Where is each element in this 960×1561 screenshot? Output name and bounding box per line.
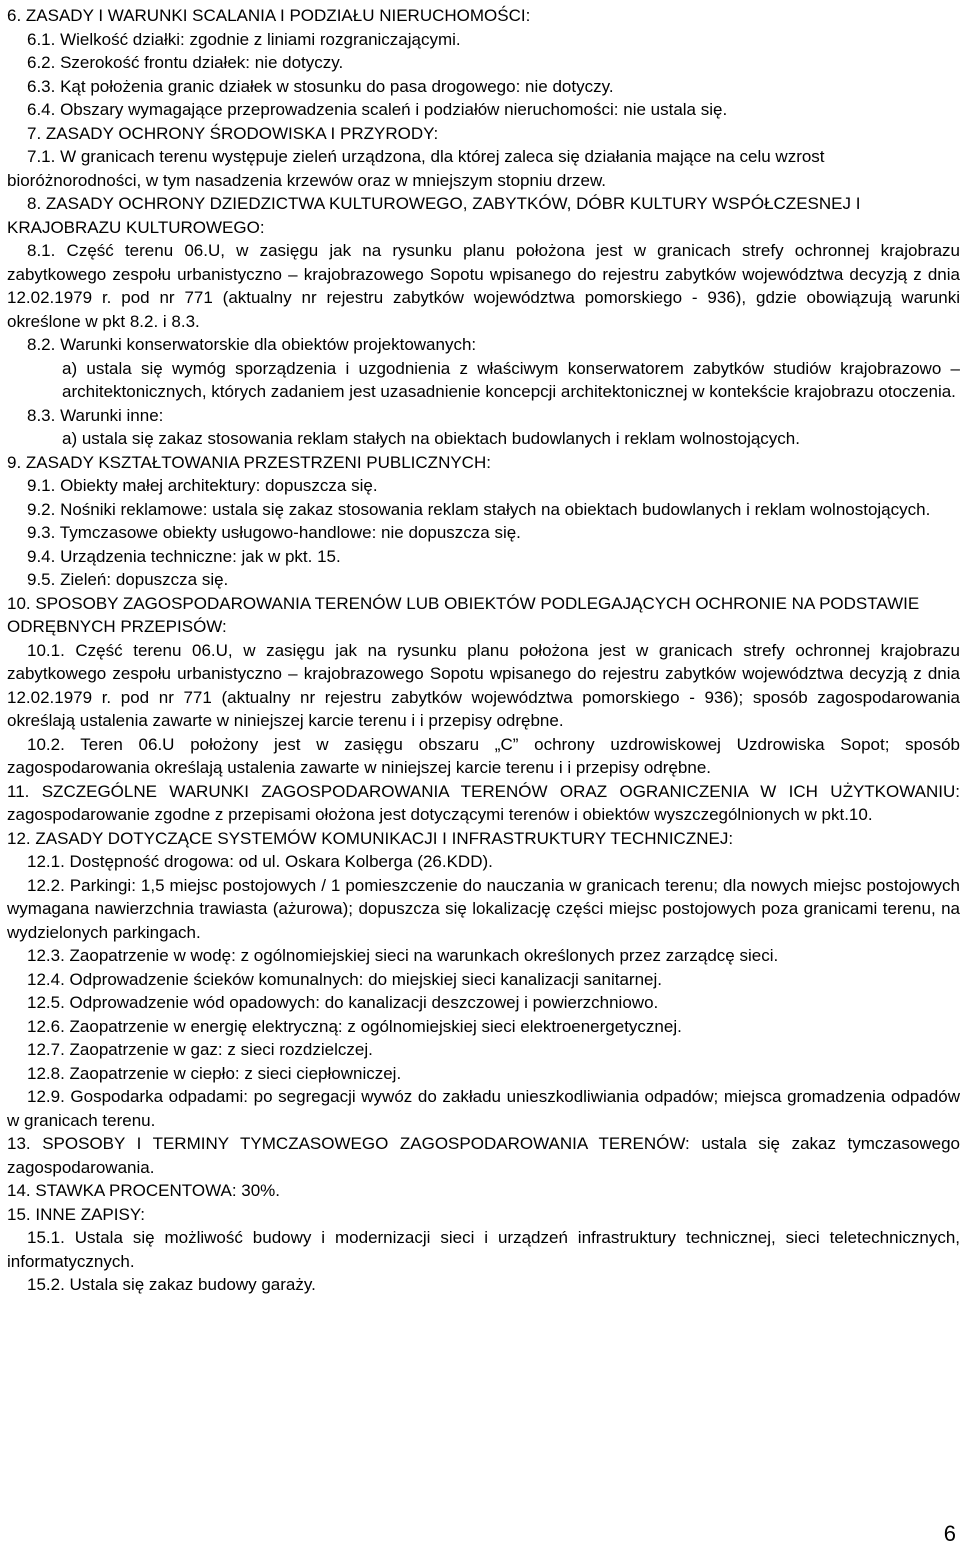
paragraph: a) ustala się zakaz stosowania reklam stałych na obiektach budowlanych i reklam wolnostojących. — [62, 429, 800, 448]
paragraph: 12.9. Gospodarka odpadami: po segregacji wywóz do zakładu unieszkodliwiania odpadów; miejsca gromadzenia odpadów w granicach terenu. — [7, 1087, 960, 1130]
paragraph: 15. INNE ZAPISY: — [7, 1204, 145, 1224]
paragraph: 6.2. Szerokość frontu działek: nie dotyczy. — [27, 53, 344, 72]
paragraph: a) ustala się wymóg sporządzenia i uzgodnienia z właściwym konserwatorem zabytków studiów krajobrazowo – architektonicznych, których zadaniem jest uzasadnienie koncepcji architektonicznej w kontekście krajobrazu otoczenia. — [62, 358, 960, 401]
paragraph: 9.3. Tymczasowe obiekty usługowo-handlowe: nie dopuszcza się. — [27, 523, 521, 542]
page-number: 6 — [943, 1521, 956, 1546]
paragraph: 9.1. Obiekty małej architektury: dopuszcza się. — [27, 476, 378, 495]
paragraph: 8.3. Warunki inne: — [27, 405, 164, 425]
paragraph: 7.1. W granicach terenu występuje zieleń urządzona, dla której zaleca się działania mające na celu wzrost bioróżnorodności, w tym nasadzenia krzewów oraz w mniejszym stopniu drzew. — [7, 147, 825, 190]
paragraph: 10.2. Teren 06.U położony jest w zasięgu obszaru „C” ochrony uzdrowiskowej Uzdrowiska Sopot; sposób zagospodarowania określają ustalenia zawarte w niniejszej karcie terenu i i przepisy odrębne. — [7, 734, 960, 777]
paragraph: 11. SZCZEGÓLNE WARUNKI ZAGOSPODAROWANIA TERENÓW ORAZ OGRANICZENIA W ICH UŻYTKOWANIU: zagospodarowanie zgodne z przepisami ołożona jest dotyczącymi terenów i obiektów wyszczególnionych w pkt.10. — [7, 781, 960, 824]
paragraph: 9.2. Nośniki reklamowe: ustala się zakaz stosowania reklam stałych na obiektach budowlanych i reklam wolnostojących. — [27, 499, 931, 519]
paragraph: 12. ZASADY DOTYCZĄCE SYSTEMÓW KOMUNIKACJI I INFRASTRUKTURY TECHNICZNEJ: — [7, 828, 734, 848]
paragraph: 8. ZASADY OCHRONY DZIEDZICTWA KULTUROWEGO, ZABYTKÓW, DÓBR KULTURY WSPÓŁCZESNEJ I KRAJOBRAZU KULTUROWEGO: — [7, 194, 861, 237]
paragraph: 6. ZASADY I WARUNKI SCALANIA I PODZIAŁU NIERUCHOMOŚCI: — [7, 6, 531, 25]
paragraph: 10.1. Część terenu 06.U, w zasięgu jak na rysunku planu położona jest w granicach strefy ochronnej krajobrazu zabytkowego zespołu urbanistyczno – krajobrazowego Sopotu wpisanego do rejestru zabytków województwa decyzją z dnia 12.02.1979 r. pod nr 771 (aktualny nr rejestru zabytków województwa pomorskiego - 936); sposób zagospodarowania określają ustalenia zawarte w niniejszej karcie terenu i i przepisy odrębne. — [7, 640, 960, 730]
paragraph: 12.4. Odprowadzenie ścieków komunalnych: do miejskiej sieci kanalizacji sanitarnej. — [27, 969, 662, 989]
paragraph: 12.8. Zaopatrzenie w ciepło: z sieci ciepłowniczej. — [27, 1063, 402, 1083]
paragraph: 12.6. Zaopatrzenie w energię elektryczną: z ogólnomiejskiej sieci elektroenergetycznej. — [27, 1016, 682, 1036]
paragraph: 6.3. Kąt położenia granic działek w stosunku do pasa drogowego: nie dotyczy. — [27, 76, 614, 96]
paragraph: 12.3. Zaopatrzenie w wodę: z ogólnomiejskiej sieci na warunkach określonych przez zarządcę sieci. — [27, 946, 779, 965]
paragraph: 15.1. Ustala się możliwość budowy i modernizacji sieci i urządzeń infrastruktury technicznej, sieci teletechnicznych, informatycznych. — [7, 1228, 960, 1271]
paragraph: 15.2. Ustala się zakaz budowy garaży. — [27, 1275, 316, 1294]
paragraph: 10. SPOSOBY ZAGOSPODAROWANIA TERENÓW LUB OBIEKTÓW PODLEGAJĄCYCH OCHRONIE NA PODSTAWIE ODRĘBNYCH PRZEPISÓW: — [7, 593, 920, 636]
paragraph: 7. ZASADY OCHRONY ŚRODOWISKA I PRZYRODY: — [27, 123, 439, 143]
paragraph: 6.4. Obszary wymagające przeprowadzenia scaleń i podziałów nieruchomości: nie ustala się. — [27, 100, 728, 119]
paragraph: 8.1. Część terenu 06.U, w zasięgu jak na rysunku planu położona jest w granicach strefy ochronnej krajobrazu zabytkowego zespołu urbanistyczno – krajobrazowego Sopotu wpisanego do rejestru zabytków województwa decyzją z dnia 12.02.1979 r. pod nr 771 (aktualny nr rejestru zabytków województwa pomorskiego - 936), gdzie obowiązują warunki określone w pkt 8.2. i 8.3. — [7, 241, 960, 331]
paragraph: 9. ZASADY KSZTAŁTOWANIA PRZESTRZENI PUBLICZNYCH: — [7, 452, 491, 472]
paragraph: 12.5. Odprowadzenie wód opadowych: do kanalizacji deszczowej i powierzchniowo. — [27, 993, 659, 1012]
paragraph: 12.1. Dostępność drogowa: od ul. Oskara Kolberga (26.KDD). — [27, 852, 493, 871]
paragraph: 8.2. Warunki konserwatorskie dla obiektów projektowanych: — [27, 335, 477, 354]
paragraph: 13. SPOSOBY I TERMINY TYMCZASOWEGO ZAGOSPODAROWANIA TERENÓW: ustala się zakaz tymczasowego zagospodarowania. — [7, 1134, 960, 1177]
paragraph: 12.2. Parkingi: 1,5 miejsc postojowych / 1 pomieszczenie do nauczania w granicach terenu; dla nowych miejsc postojowych wymagana nawierzchnia trawiasta (ażurowa); dopuszcza się lokalizację części miejsc postojowych poza granicami terenu, na wydzielonych parkingach. — [7, 875, 960, 942]
paragraph: 9.4. Urządzenia techniczne: jak w pkt. 15. — [27, 546, 341, 566]
paragraph: 12.7. Zaopatrzenie w gaz: z sieci rozdzielczej. — [27, 1040, 373, 1059]
document-body — [7, 4, 960, 1297]
paragraph: 14. STAWKA PROCENTOWA: 30%. — [7, 1181, 281, 1200]
paragraph: 9.5. Zieleń: dopuszcza się. — [27, 570, 229, 589]
paragraph: 6.1. Wielkość działki: zgodnie z liniami rozgraniczającymi. — [27, 29, 461, 49]
